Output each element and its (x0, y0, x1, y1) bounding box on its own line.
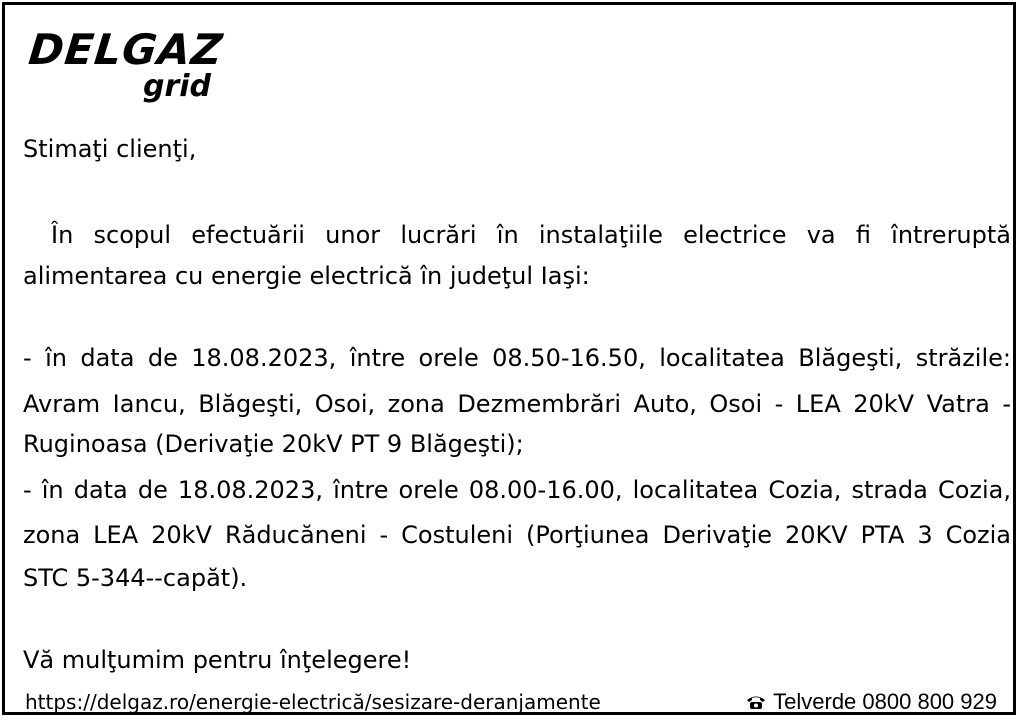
intro-line-2: alimentarea cu energie electrică în judeţul Iaşi: (23, 262, 590, 290)
phone-icon (745, 693, 767, 711)
outage-line-5: zona LEA 20kV Răducăneni - Costuleni (Porţiunea Derivaţie 20KV PTA 3 Cozia (23, 521, 1011, 549)
hotline-text: Telverde 0800 800 929 (773, 689, 997, 714)
greeting: Stimaţi clienţi, (23, 135, 197, 163)
outage-line-6: STC 5-344--capăt). (23, 564, 248, 592)
logo-sub-text: grid (143, 69, 212, 104)
hotline (745, 688, 997, 716)
thanks-message: Vă mulţumim pentru înţelegere! (23, 646, 412, 674)
delgaz-logo (26, 25, 229, 107)
support-url[interactable]: https://delgaz.ro/energie-electrică/sesizare-deranjamente (25, 690, 601, 714)
logo-main-text: DELGAZ (26, 25, 226, 74)
outage-line-1: - în data de 18.08.2023, între orele 08.50-16.50, localitatea Blăgeşti, străzile: (23, 344, 1011, 372)
outage-line-3: Ruginoasa (Derivaţie 20kV PT 9 Blăgeşti); (23, 430, 524, 458)
notice-frame (2, 2, 1016, 715)
outage-line-4: - în data de 18.08.2023, între orele 08.00-16.00, localitatea Cozia, strada Cozia, (23, 476, 1011, 504)
intro-line-1: În scopul efectuării unor lucrări în instalaţiile electrice va fi întreruptă (51, 221, 1011, 249)
outage-line-2: Avram Iancu, Blăgeşti, Osoi, zona Dezmembrări Auto, Osoi - LEA 20kV Vatra - (23, 390, 1011, 418)
